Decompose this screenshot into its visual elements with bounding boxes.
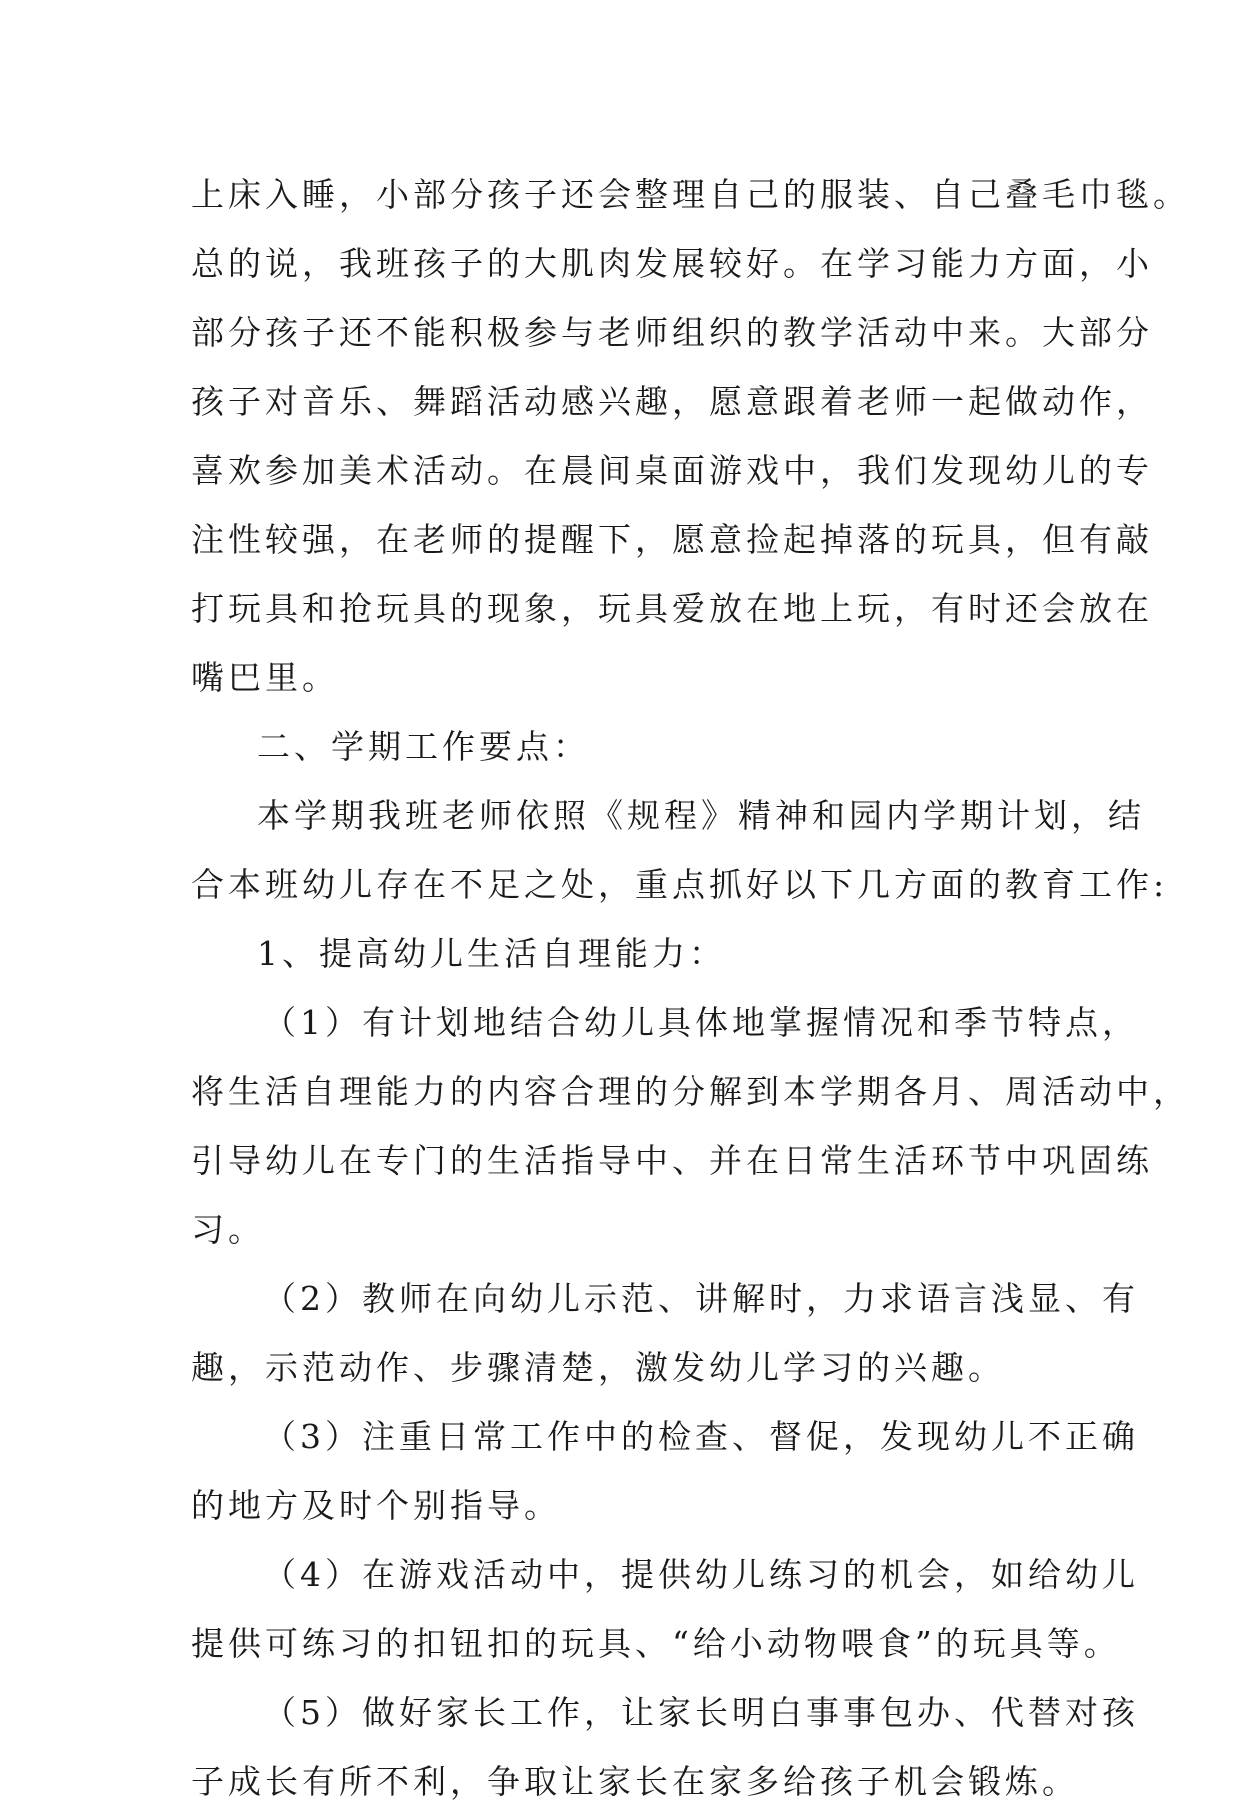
- list-item-start-line: （1）有计划地结合幼儿具体地掌握情况和季节特点，: [263, 1003, 1139, 1042]
- subsection-heading: 1、提高幼儿生活自理能力：: [257, 934, 726, 973]
- body-line: 喜欢参加美术活动。在晨间桌面游戏中，我们发现幼儿的专: [191, 451, 1153, 490]
- body-line: 将生活自理能力的内容合理的分解到本学期各月、周活动中，: [191, 1072, 1190, 1111]
- document-body: [191, 160, 1190, 1816]
- list-item-start-line: （5）做好家长工作，让家长明白事事包办、代替对孩: [263, 1693, 1139, 1732]
- body-line: 的地方及时个别指导。: [191, 1486, 561, 1525]
- body-line: 子成长有所不利，争取让家长在家多给孩子机会锻炼。: [191, 1762, 1079, 1801]
- body-line: 合本班幼儿存在不足之处，重点抓好以下几方面的教育工作:: [191, 865, 1169, 904]
- list-item-start-line: （3）注重日常工作中的检查、督促，发现幼儿不正确: [263, 1417, 1139, 1456]
- body-line: 部分孩子还不能积极参与老师组织的教学活动中来。大部分: [191, 313, 1153, 352]
- body-line: 趣，示范动作、步骤清楚，激发幼儿学习的兴趣。: [191, 1348, 1005, 1387]
- paragraph-start-line: 本学期我班老师依照《规程》精神和园内学期计划，结: [257, 796, 1145, 835]
- body-line: 总的说，我班孩子的大肌肉发展较好。在学习能力方面，小: [191, 244, 1153, 283]
- body-line: 上床入睡，小部分孩子还会整理自己的服装、自己叠毛巾毯。: [191, 175, 1190, 214]
- body-line: 打玩具和抢玩具的现象，玩具爱放在地上玩，有时还会放在: [191, 589, 1153, 628]
- list-item-start-line: （2）教师在向幼儿示范、讲解时，力求语言浅显、有: [263, 1279, 1139, 1318]
- body-line: 嘴巴里。: [191, 658, 339, 697]
- body-line: 习。: [191, 1210, 265, 1249]
- list-item-start-line: （4）在游戏活动中，提供幼儿练习的机会，如给幼儿: [263, 1555, 1139, 1594]
- body-line: 孩子对音乐、舞蹈活动感兴趣，愿意跟着老师一起做动作，: [191, 382, 1153, 421]
- body-line: 引导幼儿在专门的生活指导中、并在日常生活环节中巩固练: [191, 1141, 1153, 1180]
- section-heading: 二、学期工作要点：: [257, 727, 590, 766]
- body-line: 注性较强，在老师的提醒下，愿意捡起掉落的玩具，但有敲: [191, 520, 1153, 559]
- body-line: 提供可练习的扣钮扣的玩具、“给小动物喂食”的玩具等。: [191, 1624, 1121, 1663]
